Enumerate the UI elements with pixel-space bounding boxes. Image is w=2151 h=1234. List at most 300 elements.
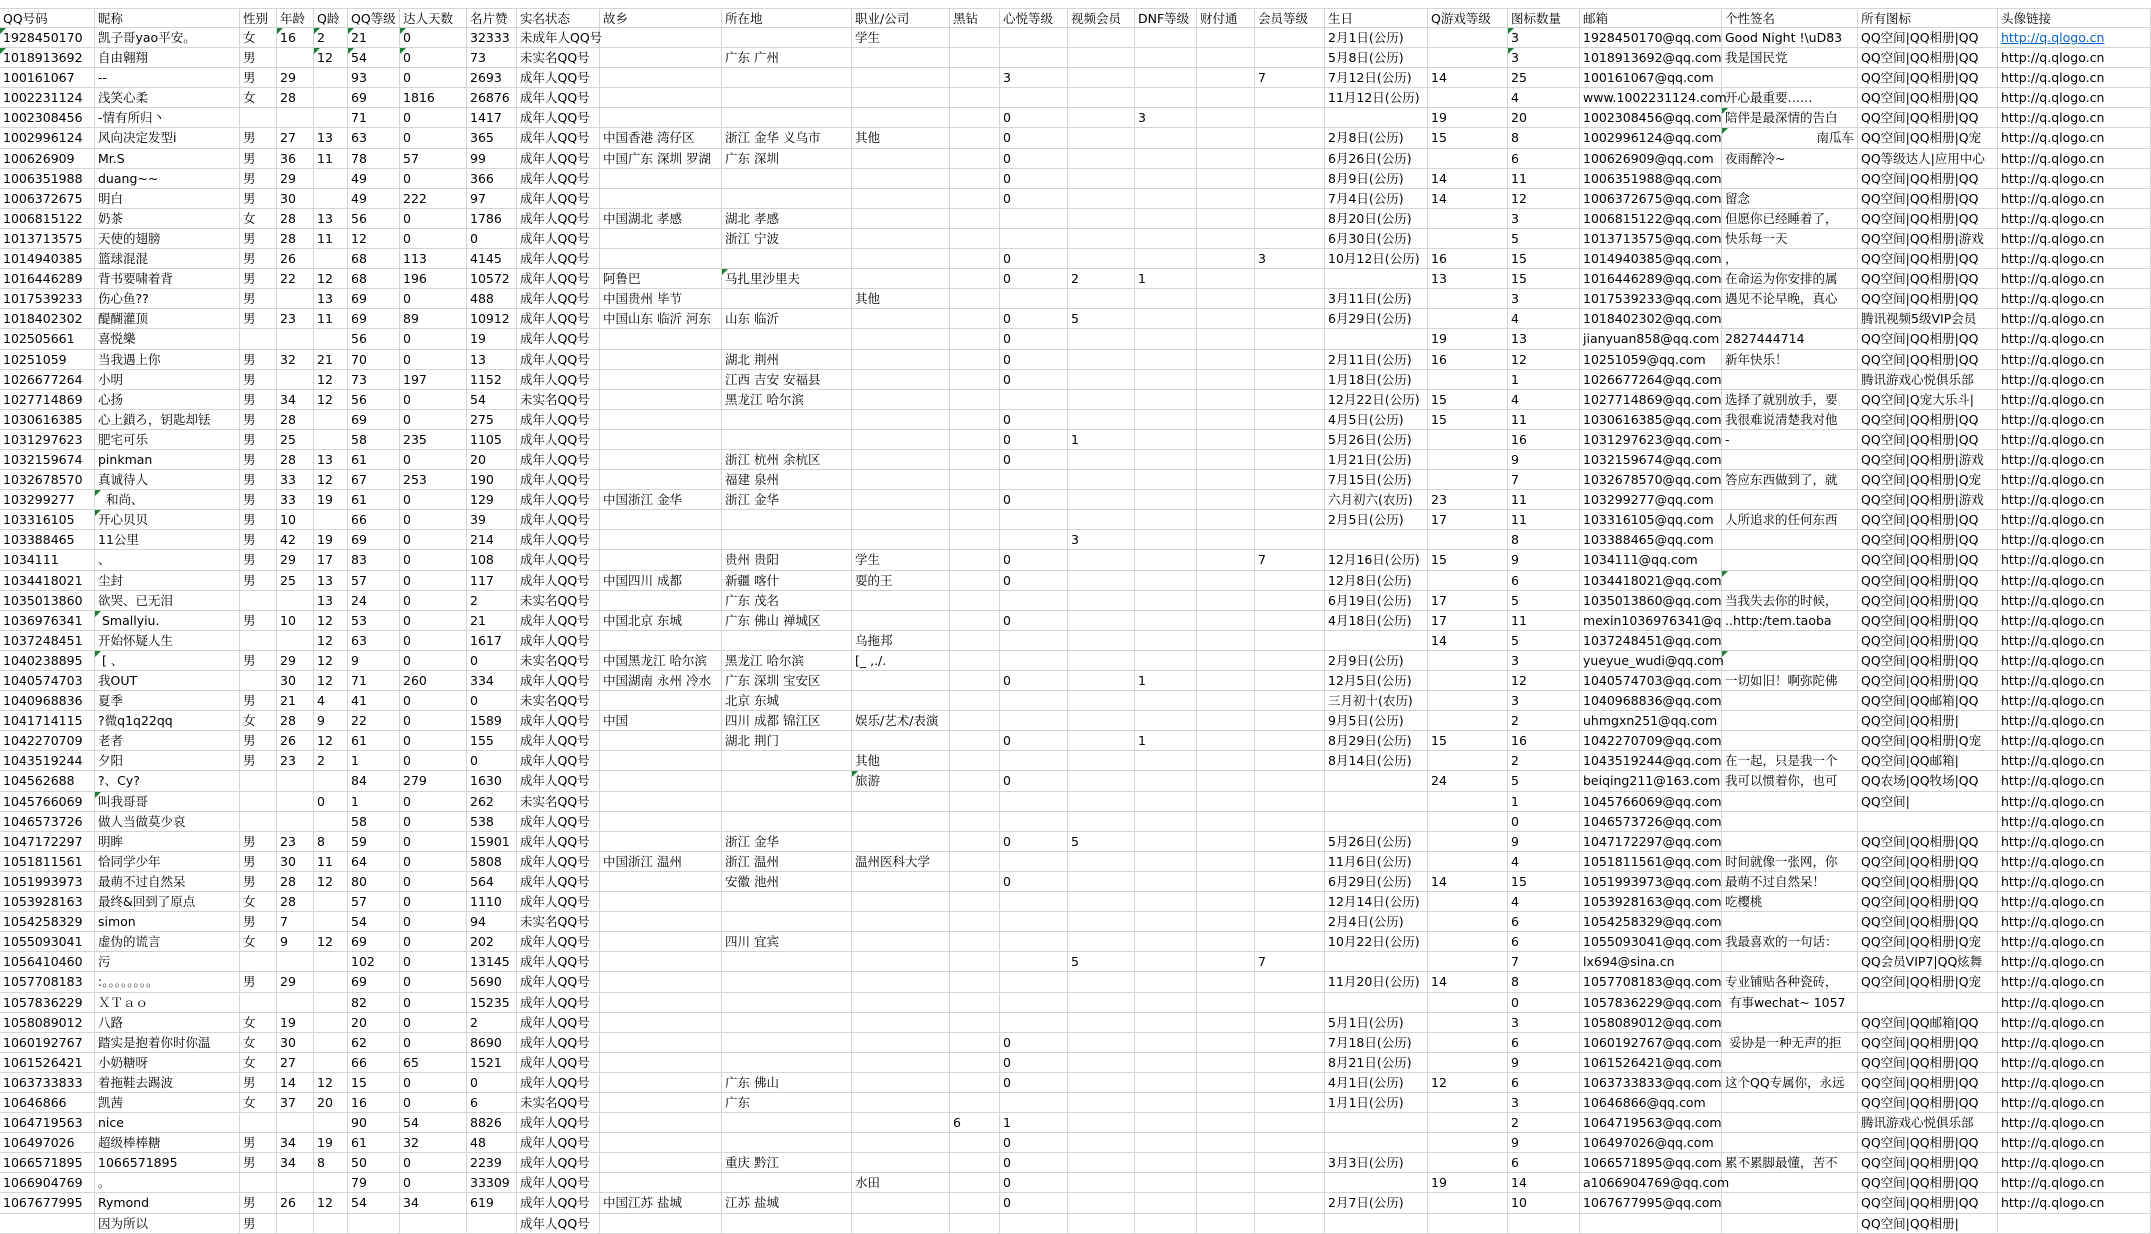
cell-tenpay[interactable] (1197, 550, 1255, 570)
cell-qlevel[interactable]: 1 (348, 792, 400, 812)
cell-likes[interactable]: 33309 (467, 1173, 517, 1193)
cell-age[interactable]: 36 (277, 149, 314, 169)
cell-realname[interactable]: 成年人QQ号 (517, 671, 600, 691)
cell-qlevel[interactable]: 69 (348, 410, 400, 430)
cell-blackd[interactable] (950, 28, 1000, 48)
cell-realname[interactable]: 成年人QQ号 (517, 209, 600, 229)
cell-tenpay[interactable] (1197, 169, 1255, 189)
cell-likes[interactable]: 26876 (467, 88, 517, 108)
cell-sig[interactable]: 我是国民党 (1722, 48, 1858, 68)
cell-qlevel[interactable]: 57 (348, 571, 400, 591)
cell-tenpay[interactable] (1197, 912, 1255, 932)
cell-blackd[interactable] (950, 1173, 1000, 1193)
cell-sig[interactable]: 陪伴是最深情的告白 (1722, 108, 1858, 128)
cell-qq[interactable] (0, 1214, 95, 1234)
cell-avatar[interactable]: http://q.qlogo.cn (1998, 390, 2151, 410)
cell-sex[interactable] (240, 812, 277, 832)
cell-job[interactable] (852, 269, 950, 289)
cell-age[interactable]: 22 (277, 269, 314, 289)
cell-sig[interactable] (1722, 912, 1858, 932)
cell-location[interactable] (722, 952, 852, 972)
cell-nick[interactable]: 真诚待人 (95, 470, 240, 490)
cell-tenpay[interactable] (1197, 751, 1255, 771)
cell-video[interactable] (1068, 731, 1135, 751)
cell-tenpay[interactable] (1197, 932, 1255, 952)
cell-nick[interactable]: 污 (95, 952, 240, 972)
column-header-hometown[interactable]: 故乡 (600, 8, 722, 28)
cell-location[interactable] (722, 792, 852, 812)
cell-video[interactable] (1068, 490, 1135, 510)
cell-icons_n[interactable]: 2 (1508, 711, 1580, 731)
cell-icons[interactable]: QQ空间|QQ相册|QQ (1858, 329, 1998, 349)
cell-blackd[interactable] (950, 651, 1000, 671)
cell-sex[interactable]: 男 (240, 430, 277, 450)
cell-qgame[interactable]: 14 (1428, 631, 1508, 651)
cell-qq[interactable]: 1040574703 (0, 671, 95, 691)
cell-email[interactable]: mexin1036976341@q (1580, 611, 1722, 631)
cell-age[interactable]: 28 (277, 229, 314, 249)
cell-birthday[interactable] (1325, 993, 1428, 1013)
cell-qgame[interactable]: 13 (1428, 269, 1508, 289)
cell-dnf[interactable] (1135, 370, 1197, 390)
cell-qgame[interactable]: 17 (1428, 510, 1508, 530)
cell-likes[interactable] (467, 1214, 517, 1234)
cell-blackd[interactable] (950, 1053, 1000, 1073)
cell-video[interactable]: 5 (1068, 832, 1135, 852)
cell-xinyue[interactable]: 0 (1000, 269, 1068, 289)
cell-xinyue[interactable]: 0 (1000, 771, 1068, 791)
cell-sig[interactable]: Good Night !\uD83 (1722, 28, 1858, 48)
cell-location[interactable]: 江西 吉安 安福县 (722, 370, 852, 390)
cell-job[interactable] (852, 1073, 950, 1093)
cell-qgame[interactable] (1428, 932, 1508, 952)
cell-hometown[interactable] (600, 450, 722, 470)
cell-job[interactable] (852, 490, 950, 510)
cell-dnf[interactable] (1135, 169, 1197, 189)
cell-nick[interactable]: 小明 (95, 370, 240, 390)
cell-xinyue[interactable]: 0 (1000, 671, 1068, 691)
cell-nick[interactable]: nice (95, 1113, 240, 1133)
cell-job[interactable] (852, 209, 950, 229)
cell-icons[interactable]: QQ空间|QQ相册|QQ (1858, 1173, 1998, 1193)
cell-job[interactable] (852, 370, 950, 390)
cell-birthday[interactable]: 2月7日(公历) (1325, 1193, 1428, 1213)
cell-video[interactable] (1068, 1214, 1135, 1234)
cell-xinyue[interactable] (1000, 1093, 1068, 1113)
cell-video[interactable] (1068, 912, 1135, 932)
cell-xinyue[interactable] (1000, 993, 1068, 1013)
cell-nick[interactable]: 开心贝贝 (95, 510, 240, 530)
cell-viplevel[interactable] (1255, 1013, 1325, 1033)
cell-qgame[interactable]: 14 (1428, 169, 1508, 189)
cell-email[interactable]: 1063733833@qq.com (1580, 1073, 1722, 1093)
cell-sex[interactable]: 男 (240, 1193, 277, 1213)
cell-video[interactable]: 5 (1068, 952, 1135, 972)
cell-viplevel[interactable] (1255, 1093, 1325, 1113)
cell-video[interactable] (1068, 751, 1135, 771)
cell-sex[interactable]: 男 (240, 229, 277, 249)
cell-sig[interactable] (1722, 530, 1858, 550)
cell-daren[interactable]: 32 (400, 1133, 467, 1153)
cell-hometown[interactable] (600, 1173, 722, 1193)
cell-daren[interactable] (400, 1214, 467, 1234)
cell-sig[interactable]: ..http:/tem.taoba (1722, 611, 1858, 631)
cell-qgame[interactable]: 15 (1428, 128, 1508, 148)
cell-likes[interactable]: 13 (467, 350, 517, 370)
cell-sig[interactable]: 吃樱桃 (1722, 892, 1858, 912)
cell-job[interactable] (852, 932, 950, 952)
cell-dnf[interactable] (1135, 189, 1197, 209)
cell-qlevel[interactable]: 63 (348, 128, 400, 148)
cell-daren[interactable]: 113 (400, 249, 467, 269)
cell-hometown[interactable] (600, 430, 722, 450)
cell-birthday[interactable]: 6月19日(公历) (1325, 591, 1428, 611)
cell-nick[interactable]: 明白 (95, 189, 240, 209)
cell-sex[interactable]: 男 (240, 390, 277, 410)
cell-avatar[interactable]: http://q.qlogo.cn (1998, 731, 2151, 751)
cell-qq[interactable]: 1051993973 (0, 872, 95, 892)
cell-dnf[interactable] (1135, 88, 1197, 108)
cell-daren[interactable]: 0 (400, 530, 467, 550)
cell-qlevel[interactable]: 24 (348, 591, 400, 611)
cell-blackd[interactable] (950, 1193, 1000, 1213)
cell-dnf[interactable] (1135, 571, 1197, 591)
cell-tenpay[interactable] (1197, 591, 1255, 611)
cell-avatar[interactable]: http://q.qlogo.cn (1998, 1133, 2151, 1153)
cell-location[interactable]: 湖北 荆门 (722, 731, 852, 751)
cell-birthday[interactable]: 1月21日(公历) (1325, 450, 1428, 470)
cell-icons[interactable]: QQ空间|QQ相册|QQ (1858, 410, 1998, 430)
cell-email[interactable]: 1018402302@qq.com (1580, 309, 1722, 329)
cell-realname[interactable]: 成年人QQ号 (517, 1013, 600, 1033)
cell-daren[interactable]: 0 (400, 350, 467, 370)
cell-job[interactable]: 学生 (852, 28, 950, 48)
cell-xinyue[interactable] (1000, 952, 1068, 972)
cell-icons[interactable]: QQ空间|QQ相册|QQ (1858, 832, 1998, 852)
cell-viplevel[interactable] (1255, 731, 1325, 751)
cell-tenpay[interactable] (1197, 1053, 1255, 1073)
cell-qgame[interactable] (1428, 1093, 1508, 1113)
cell-birthday[interactable]: 10月22日(公历) (1325, 932, 1428, 952)
cell-sig[interactable]: 人所追求的任何东西 (1722, 510, 1858, 530)
cell-daren[interactable]: 0 (400, 691, 467, 711)
cell-hometown[interactable]: 中国香港 湾仔区 (600, 128, 722, 148)
cell-qgame[interactable]: 15 (1428, 550, 1508, 570)
cell-avatar[interactable]: http://q.qlogo.cn (1998, 972, 2151, 992)
cell-sex[interactable]: 男 (240, 48, 277, 68)
cell-tenpay[interactable] (1197, 892, 1255, 912)
cell-realname[interactable]: 成年人QQ号 (517, 410, 600, 430)
cell-qq[interactable]: 1047172297 (0, 832, 95, 852)
cell-location[interactable]: 广东 深圳 (722, 149, 852, 169)
cell-video[interactable] (1068, 329, 1135, 349)
cell-sex[interactable] (240, 1173, 277, 1193)
cell-blackd[interactable] (950, 289, 1000, 309)
cell-icons[interactable]: QQ空间|Q宠大乐斗| (1858, 390, 1998, 410)
cell-location[interactable] (722, 972, 852, 992)
cell-video[interactable] (1068, 1013, 1135, 1033)
cell-xinyue[interactable] (1000, 209, 1068, 229)
cell-blackd[interactable] (950, 410, 1000, 430)
cell-age[interactable] (277, 289, 314, 309)
cell-location[interactable] (722, 510, 852, 530)
cell-qlevel[interactable]: 15 (348, 1073, 400, 1093)
cell-qgame[interactable] (1428, 751, 1508, 771)
cell-icons[interactable]: 腾讯游戏心悦俱乐部 (1858, 1113, 1998, 1133)
cell-email[interactable]: 106497026@qq.com (1580, 1133, 1722, 1153)
cell-sex[interactable] (240, 591, 277, 611)
cell-avatar[interactable]: http://q.qlogo.cn (1998, 470, 2151, 490)
cell-sig[interactable] (1722, 309, 1858, 329)
cell-realname[interactable]: 成年人QQ号 (517, 510, 600, 530)
cell-sex[interactable] (240, 792, 277, 812)
cell-qage[interactable]: 21 (314, 350, 348, 370)
cell-nick[interactable]: 凯茜 (95, 1093, 240, 1113)
cell-email[interactable]: 1018913692@qq.com (1580, 48, 1722, 68)
cell-birthday[interactable] (1325, 1113, 1428, 1133)
column-header-email[interactable]: 邮箱 (1580, 8, 1722, 28)
cell-qq[interactable]: 1018913692 (0, 48, 95, 68)
cell-sig[interactable] (1722, 691, 1858, 711)
cell-tenpay[interactable] (1197, 108, 1255, 128)
cell-tenpay[interactable] (1197, 611, 1255, 631)
cell-sex[interactable]: 男 (240, 571, 277, 591)
cell-sig[interactable] (1722, 812, 1858, 832)
cell-email[interactable]: a1066904769@qq.com (1580, 1173, 1722, 1193)
cell-dnf[interactable] (1135, 430, 1197, 450)
cell-qgame[interactable]: 15 (1428, 390, 1508, 410)
cell-qlevel[interactable]: 68 (348, 269, 400, 289)
cell-nick[interactable]: 欲哭、已无泪 (95, 591, 240, 611)
cell-sex[interactable] (240, 329, 277, 349)
cell-realname[interactable]: 成年人QQ号 (517, 350, 600, 370)
cell-likes[interactable]: 0 (467, 651, 517, 671)
cell-email[interactable]: uhmgxn251@qq.com (1580, 711, 1722, 731)
cell-qq[interactable]: 1043519244 (0, 751, 95, 771)
cell-birthday[interactable]: 4月18日(公历) (1325, 611, 1428, 631)
cell-avatar[interactable]: http://q.qlogo.cn (1998, 691, 2151, 711)
cell-age[interactable]: 34 (277, 1133, 314, 1153)
cell-job[interactable] (852, 169, 950, 189)
cell-nick[interactable]: 。 (95, 1173, 240, 1193)
cell-qq[interactable]: 1056410460 (0, 952, 95, 972)
cell-qq[interactable]: 1032678570 (0, 470, 95, 490)
cell-xinyue[interactable] (1000, 651, 1068, 671)
cell-video[interactable]: 5 (1068, 309, 1135, 329)
cell-icons[interactable]: QQ空间|QQ相册|QQ (1858, 350, 1998, 370)
cell-nick[interactable]: duang~~ (95, 169, 240, 189)
cell-viplevel[interactable] (1255, 329, 1325, 349)
cell-blackd[interactable] (950, 892, 1000, 912)
cell-sig[interactable]: 答应东西做到了，就 (1722, 470, 1858, 490)
cell-location[interactable] (722, 68, 852, 88)
cell-daren[interactable]: 57 (400, 149, 467, 169)
cell-sex[interactable]: 男 (240, 1214, 277, 1234)
cell-qq[interactable]: 10646866 (0, 1093, 95, 1113)
cell-blackd[interactable] (950, 691, 1000, 711)
cell-daren[interactable]: 196 (400, 269, 467, 289)
cell-icons_n[interactable]: 6 (1508, 1073, 1580, 1093)
cell-qgame[interactable]: 16 (1428, 350, 1508, 370)
cell-email[interactable]: 1034418021@qq.com (1580, 571, 1722, 591)
cell-age[interactable]: 42 (277, 530, 314, 550)
cell-daren[interactable]: 0 (400, 550, 467, 570)
cell-viplevel[interactable] (1255, 1153, 1325, 1173)
cell-xinyue[interactable]: 0 (1000, 611, 1068, 631)
cell-likes[interactable]: 0 (467, 691, 517, 711)
cell-blackd[interactable] (950, 631, 1000, 651)
cell-xinyue[interactable] (1000, 470, 1068, 490)
cell-tenpay[interactable] (1197, 671, 1255, 691)
cell-age[interactable] (277, 591, 314, 611)
cell-job[interactable] (852, 88, 950, 108)
cell-qq[interactable]: 1034111 (0, 550, 95, 570)
cell-hometown[interactable] (600, 993, 722, 1013)
cell-realname[interactable]: 成年人QQ号 (517, 1113, 600, 1133)
cell-dnf[interactable] (1135, 229, 1197, 249)
cell-sig[interactable]: 当我失去你的时候， (1722, 591, 1858, 611)
cell-job[interactable]: 其他 (852, 128, 950, 148)
cell-qage[interactable] (314, 771, 348, 791)
cell-email[interactable]: 1055093041@qq.com (1580, 932, 1722, 952)
cell-viplevel[interactable] (1255, 530, 1325, 550)
cell-hometown[interactable] (600, 470, 722, 490)
cell-location[interactable] (722, 812, 852, 832)
cell-job[interactable] (852, 149, 950, 169)
cell-nick[interactable]: -情有所归丶 (95, 108, 240, 128)
cell-icons[interactable]: QQ空间|QQ相册|QQ (1858, 249, 1998, 269)
cell-qq[interactable]: 1037248451 (0, 631, 95, 651)
cell-viplevel[interactable] (1255, 1214, 1325, 1234)
cell-age[interactable]: 21 (277, 691, 314, 711)
cell-viplevel[interactable] (1255, 309, 1325, 329)
cell-age[interactable]: 25 (277, 430, 314, 450)
cell-dnf[interactable] (1135, 128, 1197, 148)
cell-qage[interactable]: 13 (314, 209, 348, 229)
cell-sex[interactable]: 女 (240, 1093, 277, 1113)
cell-qq[interactable]: 103388465 (0, 530, 95, 550)
cell-tenpay[interactable] (1197, 390, 1255, 410)
cell-icons[interactable]: QQ空间|QQ相册|QQ (1858, 269, 1998, 289)
cell-nick[interactable]: 天使的翅膀 (95, 229, 240, 249)
cell-icons[interactable]: QQ空间|QQ相册|QQ (1858, 88, 1998, 108)
cell-qq[interactable]: 1054258329 (0, 912, 95, 932)
cell-email[interactable]: 1037248451@qq.com (1580, 631, 1722, 651)
cell-xinyue[interactable]: 0 (1000, 550, 1068, 570)
cell-dnf[interactable] (1135, 1173, 1197, 1193)
cell-video[interactable] (1068, 1033, 1135, 1053)
cell-hometown[interactable] (600, 370, 722, 390)
cell-blackd[interactable] (950, 993, 1000, 1013)
cell-nick[interactable]: 伤心鱼?? (95, 289, 240, 309)
cell-email[interactable]: 1057708183@qq.com (1580, 972, 1722, 992)
cell-viplevel[interactable] (1255, 48, 1325, 68)
cell-qage[interactable]: 12 (314, 631, 348, 651)
cell-qq[interactable]: 1058089012 (0, 1013, 95, 1033)
cell-qlevel[interactable]: 53 (348, 611, 400, 631)
cell-viplevel[interactable] (1255, 88, 1325, 108)
cell-dnf[interactable]: 1 (1135, 671, 1197, 691)
cell-age[interactable]: 9 (277, 932, 314, 952)
cell-blackd[interactable] (950, 591, 1000, 611)
cell-qlevel[interactable]: 68 (348, 249, 400, 269)
cell-likes[interactable]: 0 (467, 751, 517, 771)
cell-birthday[interactable]: 5月8日(公历) (1325, 48, 1428, 68)
cell-location[interactable]: 广东 茂名 (722, 591, 852, 611)
cell-icons[interactable]: QQ空间|QQ相册|QQ (1858, 1153, 1998, 1173)
cell-nick[interactable]: 夏季 (95, 691, 240, 711)
cell-qage[interactable] (314, 812, 348, 832)
cell-icons[interactable]: QQ空间|QQ相册|QQ (1858, 430, 1998, 450)
cell-qgame[interactable] (1428, 1133, 1508, 1153)
cell-likes[interactable]: 214 (467, 530, 517, 550)
cell-email[interactable]: 10646866@qq.com (1580, 1093, 1722, 1113)
cell-xinyue[interactable] (1000, 591, 1068, 611)
cell-qlevel[interactable]: 67 (348, 470, 400, 490)
cell-xinyue[interactable] (1000, 892, 1068, 912)
cell-qlevel[interactable]: 102 (348, 952, 400, 972)
cell-qage[interactable]: 0 (314, 792, 348, 812)
cell-viplevel[interactable] (1255, 370, 1325, 390)
cell-sex[interactable]: 男 (240, 1153, 277, 1173)
cell-qgame[interactable] (1428, 309, 1508, 329)
cell-email[interactable]: 1027714869@qq.com (1580, 390, 1722, 410)
cell-qlevel[interactable]: 61 (348, 490, 400, 510)
column-header-sex[interactable]: 性别 (240, 8, 277, 28)
cell-avatar[interactable]: http://q.qlogo.cn (1998, 651, 2151, 671)
cell-tenpay[interactable] (1197, 249, 1255, 269)
cell-qage[interactable]: 13 (314, 591, 348, 611)
cell-age[interactable]: 10 (277, 510, 314, 530)
cell-avatar[interactable]: http://q.qlogo.cn (1998, 530, 2151, 550)
cell-avatar[interactable]: http://q.qlogo.cn (1998, 289, 2151, 309)
cell-nick[interactable]: 尘封 (95, 571, 240, 591)
cell-qlevel[interactable]: 54 (348, 912, 400, 932)
cell-blackd[interactable] (950, 1073, 1000, 1093)
cell-icons_n[interactable]: 9 (1508, 1133, 1580, 1153)
cell-avatar[interactable]: http://q.qlogo.cn (1998, 450, 2151, 470)
cell-icons_n[interactable]: 11 (1508, 510, 1580, 530)
cell-sex[interactable]: 男 (240, 169, 277, 189)
cell-sig[interactable]: 南瓜车 (1722, 128, 1858, 148)
cell-sig[interactable]: 我很难说清楚我对他 (1722, 410, 1858, 430)
cell-daren[interactable]: 0 (400, 872, 467, 892)
cell-video[interactable] (1068, 1133, 1135, 1153)
cell-realname[interactable]: 成年人QQ号 (517, 832, 600, 852)
cell-nick[interactable]: simon (95, 912, 240, 932)
cell-qgame[interactable] (1428, 1013, 1508, 1033)
cell-hometown[interactable] (600, 972, 722, 992)
cell-email[interactable]: jianyuan858@qq.com (1580, 329, 1722, 349)
cell-nick[interactable]: :。。。。。。。。 (95, 972, 240, 992)
cell-realname[interactable]: 成年人QQ号 (517, 430, 600, 450)
cell-qlevel[interactable]: 49 (348, 169, 400, 189)
cell-sex[interactable]: 男 (240, 249, 277, 269)
cell-icons_n[interactable]: 3 (1508, 1093, 1580, 1113)
cell-sex[interactable]: 男 (240, 470, 277, 490)
cell-location[interactable] (722, 1173, 852, 1193)
column-header-age[interactable]: 年龄 (277, 8, 314, 28)
cell-qage[interactable] (314, 510, 348, 530)
cell-nick[interactable]: ?、Cy? (95, 771, 240, 791)
cell-hometown[interactable] (600, 550, 722, 570)
cell-avatar[interactable]: http://q.qlogo.cn (1998, 350, 2151, 370)
cell-birthday[interactable]: 12月8日(公历) (1325, 571, 1428, 591)
cell-icons[interactable]: QQ空间|QQ相册|QQ (1858, 631, 1998, 651)
cell-nick[interactable]: Mr.S (95, 149, 240, 169)
cell-qq[interactable]: 1013713575 (0, 229, 95, 249)
cell-sex[interactable]: 男 (240, 691, 277, 711)
